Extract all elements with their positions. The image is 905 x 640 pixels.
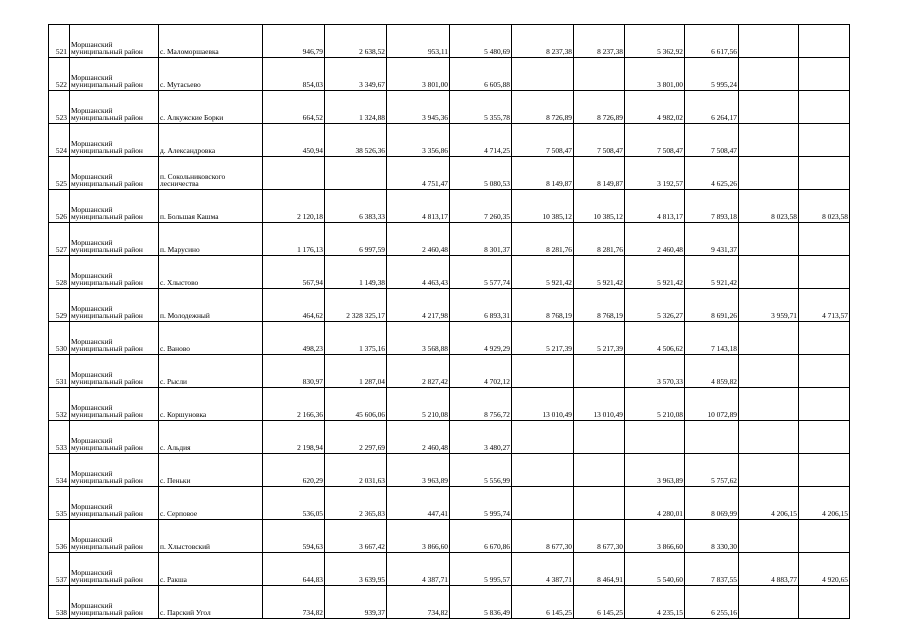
value-cell: 8 149,87 (574, 157, 625, 190)
value-cell: 5 480,69 (450, 25, 512, 58)
settlement-cell: с. Ваново (159, 322, 263, 355)
value-cell (799, 388, 850, 421)
value-cell: 8 069,99 (685, 487, 739, 520)
value-cell: 3 568,88 (387, 322, 450, 355)
value-cell: 854,03 (263, 58, 325, 91)
value-cell (799, 256, 850, 289)
district-cell: Моршанский муниципальный район (70, 289, 159, 322)
value-cell: 5 836,49 (450, 586, 512, 619)
table-row (49, 322, 850, 355)
value-cell (739, 124, 799, 157)
value-cell: 5 921,42 (685, 256, 739, 289)
value-cell: 1 149,38 (325, 256, 387, 289)
value-cell: 536,05 (263, 487, 325, 520)
row-number: 525 (49, 157, 70, 190)
value-cell: 2 166,36 (263, 388, 325, 421)
row-number: 530 (49, 322, 70, 355)
settlement-cell: д. Александровка (159, 124, 263, 157)
value-cell (512, 58, 574, 91)
value-cell: 10 385,12 (574, 190, 625, 223)
table-row (49, 454, 850, 487)
district-cell: Моршанский муниципальный район (70, 58, 159, 91)
table-row (49, 25, 850, 58)
value-cell (799, 91, 850, 124)
district-cell: Моршанский муниципальный район (70, 586, 159, 619)
value-cell: 4 713,57 (799, 289, 850, 322)
value-cell: 2 120,18 (263, 190, 325, 223)
settlement-cell: с. Коршуновка (159, 388, 263, 421)
value-cell: 4 929,29 (450, 322, 512, 355)
value-cell (799, 322, 850, 355)
district-cell: Моршанский муниципальный район (70, 553, 159, 586)
value-cell: 6 255,16 (685, 586, 739, 619)
table-row (49, 487, 850, 520)
district-cell: Моршанский муниципальный район (70, 421, 159, 454)
value-cell: 4 714,25 (450, 124, 512, 157)
value-cell: 7 508,47 (574, 124, 625, 157)
value-cell: 8 023,58 (739, 190, 799, 223)
value-cell: 5 921,42 (574, 256, 625, 289)
settlement-cell: п. Большая Кашма (159, 190, 263, 223)
table-row (49, 157, 850, 190)
value-cell: 3 959,71 (739, 289, 799, 322)
value-cell: 498,23 (263, 322, 325, 355)
settlement-cell: п. Марусино (159, 223, 263, 256)
value-cell: 5 577,74 (450, 256, 512, 289)
value-cell: 6 893,31 (450, 289, 512, 322)
value-cell: 10 072,89 (685, 388, 739, 421)
value-cell (799, 520, 850, 553)
settlement-cell: п. Хлыстовский (159, 520, 263, 553)
value-cell (739, 454, 799, 487)
value-cell: 7 837,55 (685, 553, 739, 586)
value-cell: 4 883,77 (739, 553, 799, 586)
value-cell: 7 508,47 (625, 124, 685, 157)
value-cell: 5 757,62 (685, 454, 739, 487)
value-cell: 6 145,25 (574, 586, 625, 619)
row-number: 532 (49, 388, 70, 421)
value-cell: 4 813,17 (387, 190, 450, 223)
value-cell (512, 355, 574, 388)
value-cell: 4 751,47 (387, 157, 450, 190)
value-cell: 4 859,82 (685, 355, 739, 388)
value-cell: 5 355,78 (450, 91, 512, 124)
table-row (49, 553, 850, 586)
district-cell: Моршанский муниципальный район (70, 520, 159, 553)
value-cell: 45 606,06 (325, 388, 387, 421)
value-cell: 5 995,74 (450, 487, 512, 520)
value-cell: 953,11 (387, 25, 450, 58)
table-row (49, 124, 850, 157)
value-cell: 5 921,42 (625, 256, 685, 289)
settlement-cell: с. Рысли (159, 355, 263, 388)
value-cell: 5 217,39 (574, 322, 625, 355)
value-cell: 8 464,91 (574, 553, 625, 586)
value-cell (739, 256, 799, 289)
row-number: 537 (49, 553, 70, 586)
value-cell (799, 454, 850, 487)
value-cell: 5 556,99 (450, 454, 512, 487)
district-cell: Моршанский муниципальный район (70, 322, 159, 355)
value-cell (325, 157, 387, 190)
value-cell (739, 25, 799, 58)
value-cell: 3 945,36 (387, 91, 450, 124)
value-cell: 8 281,76 (574, 223, 625, 256)
settlement-cell: с. Пеньки (159, 454, 263, 487)
value-cell (799, 586, 850, 619)
table-row (49, 58, 850, 91)
value-cell: 8 237,38 (574, 25, 625, 58)
value-cell: 4 387,71 (387, 553, 450, 586)
row-number: 535 (49, 487, 70, 520)
value-cell: 734,82 (263, 586, 325, 619)
settlement-cell: п. Молодежный (159, 289, 263, 322)
row-number: 538 (49, 586, 70, 619)
value-cell (799, 58, 850, 91)
settlement-cell: с. Парский Угол (159, 586, 263, 619)
value-cell: 620,29 (263, 454, 325, 487)
row-number: 529 (49, 289, 70, 322)
value-cell: 4 920,65 (799, 553, 850, 586)
value-cell: 8 237,38 (512, 25, 574, 58)
value-cell: 4 206,15 (739, 487, 799, 520)
table-row (49, 190, 850, 223)
district-cell: Моршанский муниципальный район (70, 487, 159, 520)
value-cell: 2 638,52 (325, 25, 387, 58)
value-cell: 4 702,12 (450, 355, 512, 388)
value-cell (739, 322, 799, 355)
row-number: 534 (49, 454, 70, 487)
row-number: 528 (49, 256, 70, 289)
table-row (49, 289, 850, 322)
value-cell: 8 023,58 (799, 190, 850, 223)
value-cell (685, 421, 739, 454)
table-row (49, 91, 850, 124)
table-row (49, 520, 850, 553)
row-number: 527 (49, 223, 70, 256)
district-cell: Моршанский муниципальный район (70, 256, 159, 289)
value-cell: 5 995,24 (685, 58, 739, 91)
value-cell: 5 080,53 (450, 157, 512, 190)
value-cell (799, 223, 850, 256)
value-cell: 13 010,49 (574, 388, 625, 421)
value-cell: 450,94 (263, 124, 325, 157)
district-cell: Моршанский муниципальный район (70, 190, 159, 223)
district-cell: Моршанский муниципальный район (70, 91, 159, 124)
district-cell: Моршанский муниципальный район (70, 388, 159, 421)
value-cell: 5 326,27 (625, 289, 685, 322)
value-cell: 4 280,01 (625, 487, 685, 520)
row-number: 536 (49, 520, 70, 553)
value-cell: 8 726,89 (512, 91, 574, 124)
value-cell: 3 570,33 (625, 355, 685, 388)
value-cell: 2 031,63 (325, 454, 387, 487)
value-cell: 4 217,98 (387, 289, 450, 322)
value-cell: 830,97 (263, 355, 325, 388)
table-row (49, 421, 850, 454)
value-cell: 6 997,59 (325, 223, 387, 256)
value-cell: 8 677,30 (512, 520, 574, 553)
value-cell: 4 387,71 (512, 553, 574, 586)
value-cell: 3 866,60 (387, 520, 450, 553)
value-cell: 5 362,92 (625, 25, 685, 58)
value-cell: 4 235,15 (625, 586, 685, 619)
value-cell (739, 520, 799, 553)
row-number: 522 (49, 58, 70, 91)
settlement-cell: с. Хлыстово (159, 256, 263, 289)
value-cell: 2 198,94 (263, 421, 325, 454)
value-cell: 6 264,17 (685, 91, 739, 124)
district-cell: Моршанский муниципальный район (70, 25, 159, 58)
value-cell: 7 508,47 (512, 124, 574, 157)
value-cell: 8 677,30 (574, 520, 625, 553)
value-cell: 3 639,95 (325, 553, 387, 586)
value-cell (739, 388, 799, 421)
value-cell: 946,79 (263, 25, 325, 58)
value-cell (512, 454, 574, 487)
settlement-cell: с. Маломоршаевка (159, 25, 263, 58)
value-cell: 3 963,89 (387, 454, 450, 487)
district-cell: Моршанский муниципальный район (70, 223, 159, 256)
district-cell: Моршанский муниципальный район (70, 454, 159, 487)
value-cell: 8 768,19 (512, 289, 574, 322)
value-cell (799, 157, 850, 190)
value-cell: 1 176,13 (263, 223, 325, 256)
table-row (49, 223, 850, 256)
value-cell: 464,62 (263, 289, 325, 322)
value-cell (739, 91, 799, 124)
value-cell: 4 982,02 (625, 91, 685, 124)
value-cell: 567,94 (263, 256, 325, 289)
value-cell: 2 827,42 (387, 355, 450, 388)
value-cell: 2 460,48 (625, 223, 685, 256)
value-cell: 6 670,86 (450, 520, 512, 553)
settlement-cell: с. Ракша (159, 553, 263, 586)
value-cell (512, 421, 574, 454)
value-cell: 1 375,16 (325, 322, 387, 355)
value-cell: 13 010,49 (512, 388, 574, 421)
value-cell: 4 506,62 (625, 322, 685, 355)
value-cell: 6 617,56 (685, 25, 739, 58)
value-cell: 734,82 (387, 586, 450, 619)
value-cell: 8 281,76 (512, 223, 574, 256)
value-cell: 644,83 (263, 553, 325, 586)
row-number: 526 (49, 190, 70, 223)
value-cell: 8 330,30 (685, 520, 739, 553)
value-cell: 3 667,42 (325, 520, 387, 553)
settlement-cell: с. Серповое (159, 487, 263, 520)
value-cell: 9 431,37 (685, 223, 739, 256)
row-number: 523 (49, 91, 70, 124)
value-cell: 3 801,00 (387, 58, 450, 91)
value-cell: 8 768,19 (574, 289, 625, 322)
settlement-cell: с. Альдия (159, 421, 263, 454)
value-cell: 38 526,36 (325, 124, 387, 157)
tariff-table (48, 24, 850, 619)
value-cell: 4 206,15 (799, 487, 850, 520)
value-cell: 594,63 (263, 520, 325, 553)
value-cell (739, 157, 799, 190)
value-cell (512, 487, 574, 520)
value-cell: 3 356,86 (387, 124, 450, 157)
value-cell: 1 324,88 (325, 91, 387, 124)
value-cell: 2 460,48 (387, 421, 450, 454)
district-cell: Моршанский муниципальный район (70, 157, 159, 190)
table-row (49, 256, 850, 289)
value-cell: 6 145,25 (512, 586, 574, 619)
value-cell (263, 157, 325, 190)
value-cell (799, 355, 850, 388)
value-cell: 4 625,26 (685, 157, 739, 190)
value-cell: 5 210,08 (625, 388, 685, 421)
value-cell: 447,41 (387, 487, 450, 520)
value-cell: 5 921,42 (512, 256, 574, 289)
value-cell: 8 149,87 (512, 157, 574, 190)
value-cell: 3 349,67 (325, 58, 387, 91)
value-cell (625, 421, 685, 454)
value-cell: 664,52 (263, 91, 325, 124)
value-cell: 3 801,00 (625, 58, 685, 91)
value-cell: 10 385,12 (512, 190, 574, 223)
value-cell: 3 192,57 (625, 157, 685, 190)
table-row (49, 388, 850, 421)
value-cell: 1 287,04 (325, 355, 387, 388)
value-cell (739, 223, 799, 256)
value-cell: 4 463,43 (387, 256, 450, 289)
value-cell: 3 963,89 (625, 454, 685, 487)
value-cell: 8 726,89 (574, 91, 625, 124)
value-cell: 6 383,33 (325, 190, 387, 223)
value-cell (574, 454, 625, 487)
row-number: 531 (49, 355, 70, 388)
value-cell: 5 217,39 (512, 322, 574, 355)
value-cell (574, 355, 625, 388)
value-cell: 2 365,83 (325, 487, 387, 520)
value-cell: 4 813,17 (625, 190, 685, 223)
value-cell: 6 605,88 (450, 58, 512, 91)
value-cell: 7 260,35 (450, 190, 512, 223)
value-cell (574, 421, 625, 454)
value-cell: 5 995,57 (450, 553, 512, 586)
value-cell (574, 487, 625, 520)
value-cell (574, 58, 625, 91)
value-cell (739, 58, 799, 91)
settlement-cell: с. Мутасьево (159, 58, 263, 91)
value-cell (739, 355, 799, 388)
row-number: 524 (49, 124, 70, 157)
value-cell (799, 124, 850, 157)
settlement-cell: с. Алкужские Борки (159, 91, 263, 124)
table-row (49, 586, 850, 619)
value-cell: 8 691,26 (685, 289, 739, 322)
value-cell: 7 893,18 (685, 190, 739, 223)
district-cell: Моршанский муниципальный район (70, 355, 159, 388)
row-number: 533 (49, 421, 70, 454)
value-cell: 3 866,60 (625, 520, 685, 553)
settlement-cell: п. Сокольниковского лесничества (159, 157, 263, 190)
value-cell (739, 421, 799, 454)
value-cell: 7 143,18 (685, 322, 739, 355)
value-cell (739, 586, 799, 619)
value-cell: 8 756,72 (450, 388, 512, 421)
value-cell: 8 301,37 (450, 223, 512, 256)
row-number: 521 (49, 25, 70, 58)
table-body (49, 25, 850, 619)
value-cell: 5 210,08 (387, 388, 450, 421)
table-row (49, 355, 850, 388)
value-cell (799, 421, 850, 454)
value-cell: 2 328 325,17 (325, 289, 387, 322)
value-cell: 3 480,27 (450, 421, 512, 454)
value-cell: 939,37 (325, 586, 387, 619)
value-cell: 2 297,69 (325, 421, 387, 454)
value-cell: 2 460,48 (387, 223, 450, 256)
value-cell: 7 508,47 (685, 124, 739, 157)
value-cell (799, 25, 850, 58)
district-cell: Моршанский муниципальный район (70, 124, 159, 157)
value-cell: 5 540,60 (625, 553, 685, 586)
